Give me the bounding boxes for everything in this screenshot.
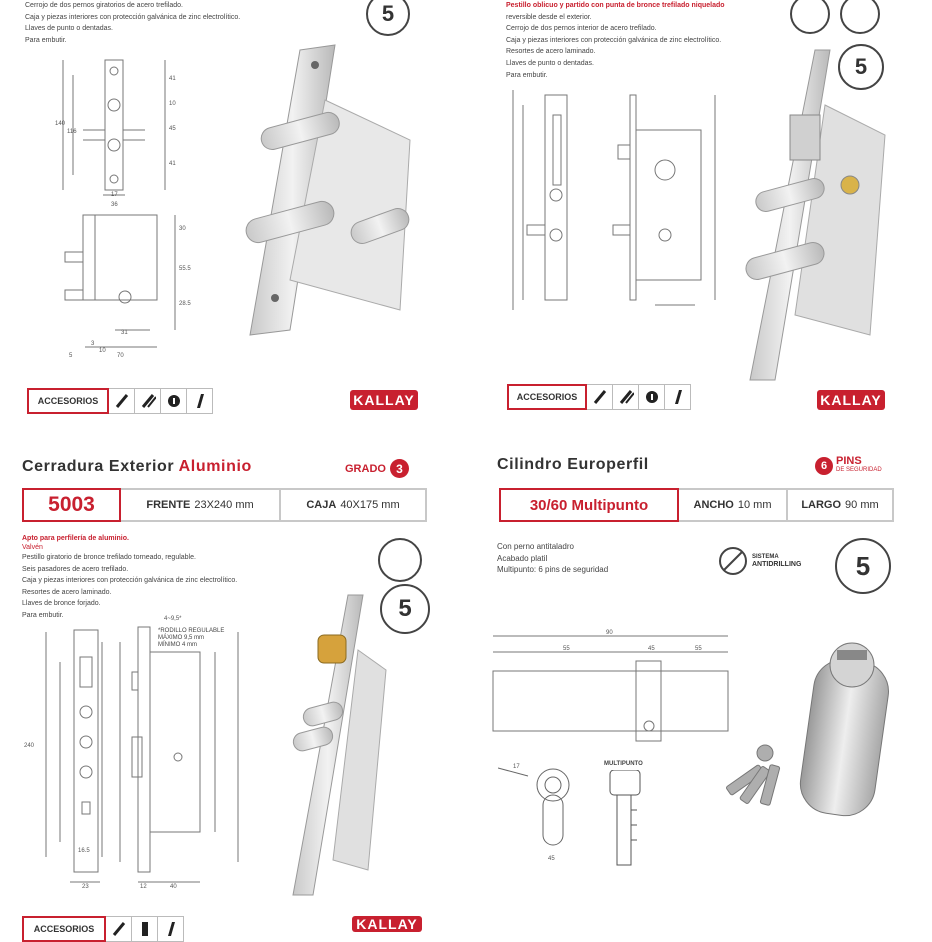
- pins-badge: [815, 457, 882, 475]
- warranty-years: 5: [381, 1, 395, 26]
- spec-value: 40X175 mm: [340, 499, 400, 511]
- note-line: *RODILLO REGULABLE: [158, 628, 225, 634]
- spec-label: CAJA: [306, 499, 337, 511]
- screwdriver-icon: [106, 916, 132, 942]
- escutcheon-icon: [161, 388, 187, 414]
- dim-label: 240: [24, 743, 35, 749]
- q1-features: [25, 0, 240, 46]
- dim-label: 4~9,5*: [164, 616, 182, 622]
- accesorios-label: ACCESORIOS: [22, 916, 106, 942]
- spec-value: 23X240 mm: [194, 499, 254, 511]
- spec-frente: [121, 488, 281, 522]
- model-number: 5003: [22, 488, 121, 522]
- dim-label: 45: [169, 126, 176, 132]
- title-highlight: Aluminio: [178, 458, 252, 475]
- feature-line: Resortes de acero laminado.: [506, 48, 596, 56]
- strike-plate-icon: [158, 916, 184, 942]
- grado-badge: [345, 459, 409, 478]
- dim-label: 36: [111, 202, 118, 208]
- accesorios-label: ACCESORIOS: [27, 388, 109, 414]
- dim-label: 10: [169, 101, 176, 107]
- warranty-badge: [366, 0, 410, 36]
- spec-value: 10 mm: [737, 499, 772, 511]
- dim-label: 41: [169, 76, 176, 82]
- dim-label: 3: [91, 341, 95, 347]
- dim-label: 17: [513, 764, 520, 770]
- kallay-logo: KALLAY: [817, 390, 885, 410]
- q4-title: Cilindro Europerfil: [497, 456, 649, 473]
- model-number: 30/60 Multipunto: [499, 488, 679, 522]
- antidrill-badge: [718, 546, 801, 576]
- q3-technical-drawing: [20, 612, 250, 892]
- screwdriver-icon: [109, 388, 135, 414]
- spec-ancho: [679, 488, 788, 522]
- note-line: MÍNIMO 4 mm: [158, 642, 197, 648]
- feature-line: Caja y piezas interiores con protección galvánica de zinc electrolítico.: [25, 13, 241, 21]
- feature-line: Caja y piezas interiores con protección galvánica de zinc electrolítico.: [506, 36, 722, 44]
- dim-label: 12: [140, 884, 147, 890]
- feature-line: Para embutir.: [506, 71, 548, 79]
- escutcheon-icon: [639, 384, 665, 410]
- feature-line: Resortes de acero laminado.: [22, 588, 112, 596]
- cert-badge-icon: [790, 0, 830, 34]
- spec-label: LARGO: [801, 499, 842, 511]
- spec-value: 90 mm: [845, 499, 879, 511]
- accesorios-label: ACCESORIOS: [507, 384, 587, 410]
- escutcheon-icon: [132, 916, 158, 942]
- dim-label: 31: [121, 330, 128, 336]
- q2-features: [506, 0, 725, 81]
- q4-spec-row: [499, 488, 894, 522]
- grado-label: GRADO: [345, 462, 386, 475]
- feature-line: reversible desde el exterior.: [506, 13, 592, 21]
- dim-label: 28.5: [179, 301, 191, 307]
- feature-line: Seis pasadores de acero trefilado.: [22, 565, 129, 573]
- dim-label: 40: [170, 884, 177, 890]
- q2-technical-drawing: [505, 75, 735, 320]
- q2-lock-photo: [735, 45, 890, 385]
- strike-plate-icon: [665, 384, 691, 410]
- feature-line: Con perno antitaladro: [497, 542, 574, 551]
- feature-line: Llaves de bronce forjado.: [22, 600, 101, 608]
- warranty-years: 5: [855, 550, 871, 581]
- feature-sub: Valvén: [22, 544, 43, 551]
- dim-label: 41: [169, 161, 176, 167]
- q1-accessories-bar: [27, 388, 213, 414]
- feature-line: Pestillo giratorio de bronce trefilado torneado, regulable.: [22, 554, 196, 561]
- dim-label: 55: [563, 646, 570, 652]
- dim-label: 5: [69, 353, 73, 359]
- spec-label: FRENTE: [146, 499, 191, 511]
- title-text: Cerradura Exterior: [22, 458, 175, 475]
- q4-cylinder-photo: [792, 640, 892, 820]
- feature-line: Cerrojo de dos pernos giratorios de acero trefilado.: [25, 2, 183, 9]
- dim-label: 55: [695, 646, 702, 652]
- dim-label: 45: [648, 646, 655, 652]
- feature-line: Para embutir.: [22, 611, 64, 619]
- dim-label: 16.5: [78, 848, 90, 854]
- spec-largo: [788, 488, 894, 522]
- cert-badge-icon: [840, 0, 880, 34]
- pins-label: PINS: [836, 455, 862, 467]
- cert-badge-icon: [378, 538, 422, 582]
- dim-label: 55.5: [179, 266, 191, 272]
- q2-accessories-bar: [507, 384, 691, 410]
- dim-label: 116: [67, 129, 77, 135]
- pins-sub: DE SEGURIDAD: [836, 467, 882, 473]
- feature-line: Pestillo oblicuo y partido con punta de bronce trefilado niquelado: [506, 2, 725, 9]
- dim-label: 45: [548, 856, 555, 862]
- spec-label: ANCHO: [693, 499, 734, 511]
- q1-lock-photo: [230, 40, 430, 340]
- feature-line: Cerrojo de dos pernos interior de acero trefilado.: [506, 25, 657, 33]
- rodillo-note: [158, 628, 224, 649]
- screwdriver-icon: [587, 384, 613, 410]
- kallay-logo: KALLAY: [350, 390, 418, 410]
- q3-title: [22, 458, 252, 476]
- q4-key-drawing: [605, 770, 650, 875]
- feature-line: Caja y piezas interiores con protección galvánica de zinc electrolítico.: [22, 577, 238, 585]
- q3-accessories-bar: [22, 916, 184, 942]
- kallay-logo: KALLAY: [352, 916, 422, 932]
- feature-line: Llaves de punto o dentadas.: [25, 25, 113, 33]
- feature-line: Llaves de punto o dentadas.: [506, 59, 594, 67]
- dim-label: 30: [179, 226, 186, 232]
- dim-label: 10: [99, 348, 106, 354]
- feature-line: Multipunto: 6 pins de seguridad: [497, 565, 609, 575]
- warranty-years: 5: [398, 595, 412, 622]
- dim-label: 90: [606, 630, 613, 636]
- multipunto-key-label: MULTIPUNTO: [604, 761, 643, 767]
- q1-technical-drawing: [55, 55, 195, 365]
- dim-label: 140: [55, 121, 66, 127]
- dim-label: 17: [111, 192, 118, 198]
- q3-spec-row: [22, 488, 427, 522]
- spec-caja: [281, 488, 427, 522]
- note-line: MÁXIMO 9,5 mm: [158, 635, 205, 641]
- warranty-badge: [835, 538, 891, 594]
- no-drill-icon: [718, 546, 748, 576]
- feature-highlight: Apto para perfilería de aluminio.: [22, 535, 129, 542]
- strike-plate-icon: [187, 388, 213, 414]
- antidrill-top: SISTEMA: [752, 554, 779, 560]
- key-icon: [135, 388, 161, 414]
- grado-number: 3: [390, 459, 409, 478]
- dim-label: 23: [82, 884, 89, 890]
- q3-lock-photo: [278, 590, 388, 900]
- q4-section-drawing: [498, 760, 618, 865]
- q4-cylinder-drawing: [488, 626, 738, 746]
- pins-number: 6: [815, 457, 833, 475]
- warranty-years: 5: [854, 54, 868, 79]
- dim-label: 70: [117, 353, 124, 359]
- antidrill-bottom: ANTIDRILLING: [752, 561, 802, 568]
- feature-line: Acabado platil: [497, 553, 548, 563]
- q4-features: [497, 541, 608, 576]
- feature-line: Para embutir.: [25, 36, 67, 44]
- key-icon: [613, 384, 639, 410]
- q3-features: [22, 534, 237, 622]
